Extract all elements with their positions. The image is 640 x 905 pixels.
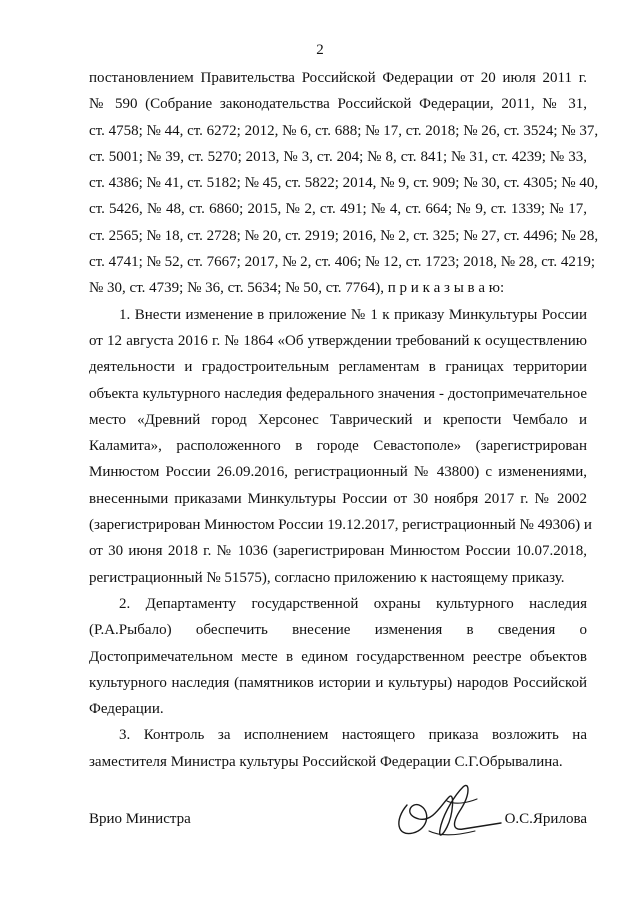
text-line: ст. 4758; № 44, ст. 6272; 2012, № 6, ст. 688; № 17, ст. 2018; № 26, ст. 3524; № 37, [89, 122, 599, 139]
text-line: ст. 5001; № 39, ст. 5270; 2013, № 3, ст. 204; № 8, ст. 841; № 31, ст. 4239; № 33, [89, 148, 587, 165]
text-line: заместителя Министра культуры Российской Федерации С.Г.Обрывалина. [89, 753, 563, 770]
text-line: объекта культурного наследия федерального значения - достопримечательное [89, 385, 587, 402]
text-line: от 30 июня 2018 г. № 1036 (зарегистрирован Минюстом России 10.07.2018, [89, 543, 587, 560]
signatory-name: О.С.Ярилова [504, 811, 587, 827]
text-line: деятельности и градостроительным регламентам в границах территории [89, 359, 587, 376]
text-line: ст. 4741; № 52, ст. 7667; 2017, № 2, ст. 406; № 12, ст. 1723; 2018, № 28, ст. 4219; [89, 254, 596, 271]
page-number: 2 [316, 42, 324, 58]
text-line: культурного наследия (памятников истории и культуры) народов Российской [89, 674, 587, 691]
text-line: Федерации. [89, 701, 164, 718]
handwritten-signature [389, 775, 509, 855]
text-line: Достопримечательном месте в едином государственном реестре объектов [89, 648, 587, 665]
signature-block [89, 811, 587, 841]
text-line: Минюстом России 26.09.2016, регистрационный № 43800) с изменениями, [89, 464, 587, 481]
text-line: № 590 (Собрание законодательства Российской Федерации, 2011, № 31, [89, 96, 587, 113]
text-line: 2. Департаменту государственной охраны культурного наследия [119, 595, 587, 612]
text-line: регистрационный № 51575), согласно приложению к настоящему приказу. [89, 569, 565, 586]
text-line: 1. Внести изменение в приложение № 1 к приказу Минкультуры России [119, 306, 587, 323]
text-line: место «Древний город Херсонес Таврический и крепости Чембало и [89, 411, 587, 428]
text-line: 3. Контроль за исполнением настоящего приказа возложить на [119, 727, 587, 744]
text-line: ст. 5426, № 48, ст. 6860; 2015, № 2, ст. 491; № 4, ст. 664; № 9, ст. 1339; № 17, [89, 201, 587, 218]
text-line: внесенными приказами Минкультуры России от 30 ноября 2017 г. № 2002 [89, 490, 587, 507]
text-line: от 12 августа 2016 г. № 1864 «Об утверждении требований к осуществлению [89, 332, 587, 349]
document-body [89, 65, 599, 775]
text-line: Каламита», расположенного в городе Севастополе» (зарегистрирован [89, 438, 587, 455]
signatory-title: Врио Министра [89, 811, 191, 827]
text-line: ст. 2565; № 18, ст. 2728; № 20, ст. 2919; 2016, № 2, ст. 325; № 27, ст. 4496; № 28, [89, 227, 599, 244]
text-line: № 30, ст. 4739; № 36, ст. 5634; № 50, ст. 7764), п р и к а з ы в а ю: [89, 280, 505, 297]
text-line: (зарегистрирован Минюстом России 19.12.2017, регистрационный № 49306) и [89, 517, 592, 534]
text-line: постановлением Правительства Российской Федерации от 20 июля 2011 г. [89, 70, 587, 86]
text-line: ст. 4386; № 41, ст. 5182; № 45, ст. 5822; 2014, № 9, ст. 909; № 30, ст. 4305; № 40, [89, 175, 599, 192]
text-line: (Р.А.Рыбало) обеспечить внесение изменения в сведения о [89, 622, 587, 639]
